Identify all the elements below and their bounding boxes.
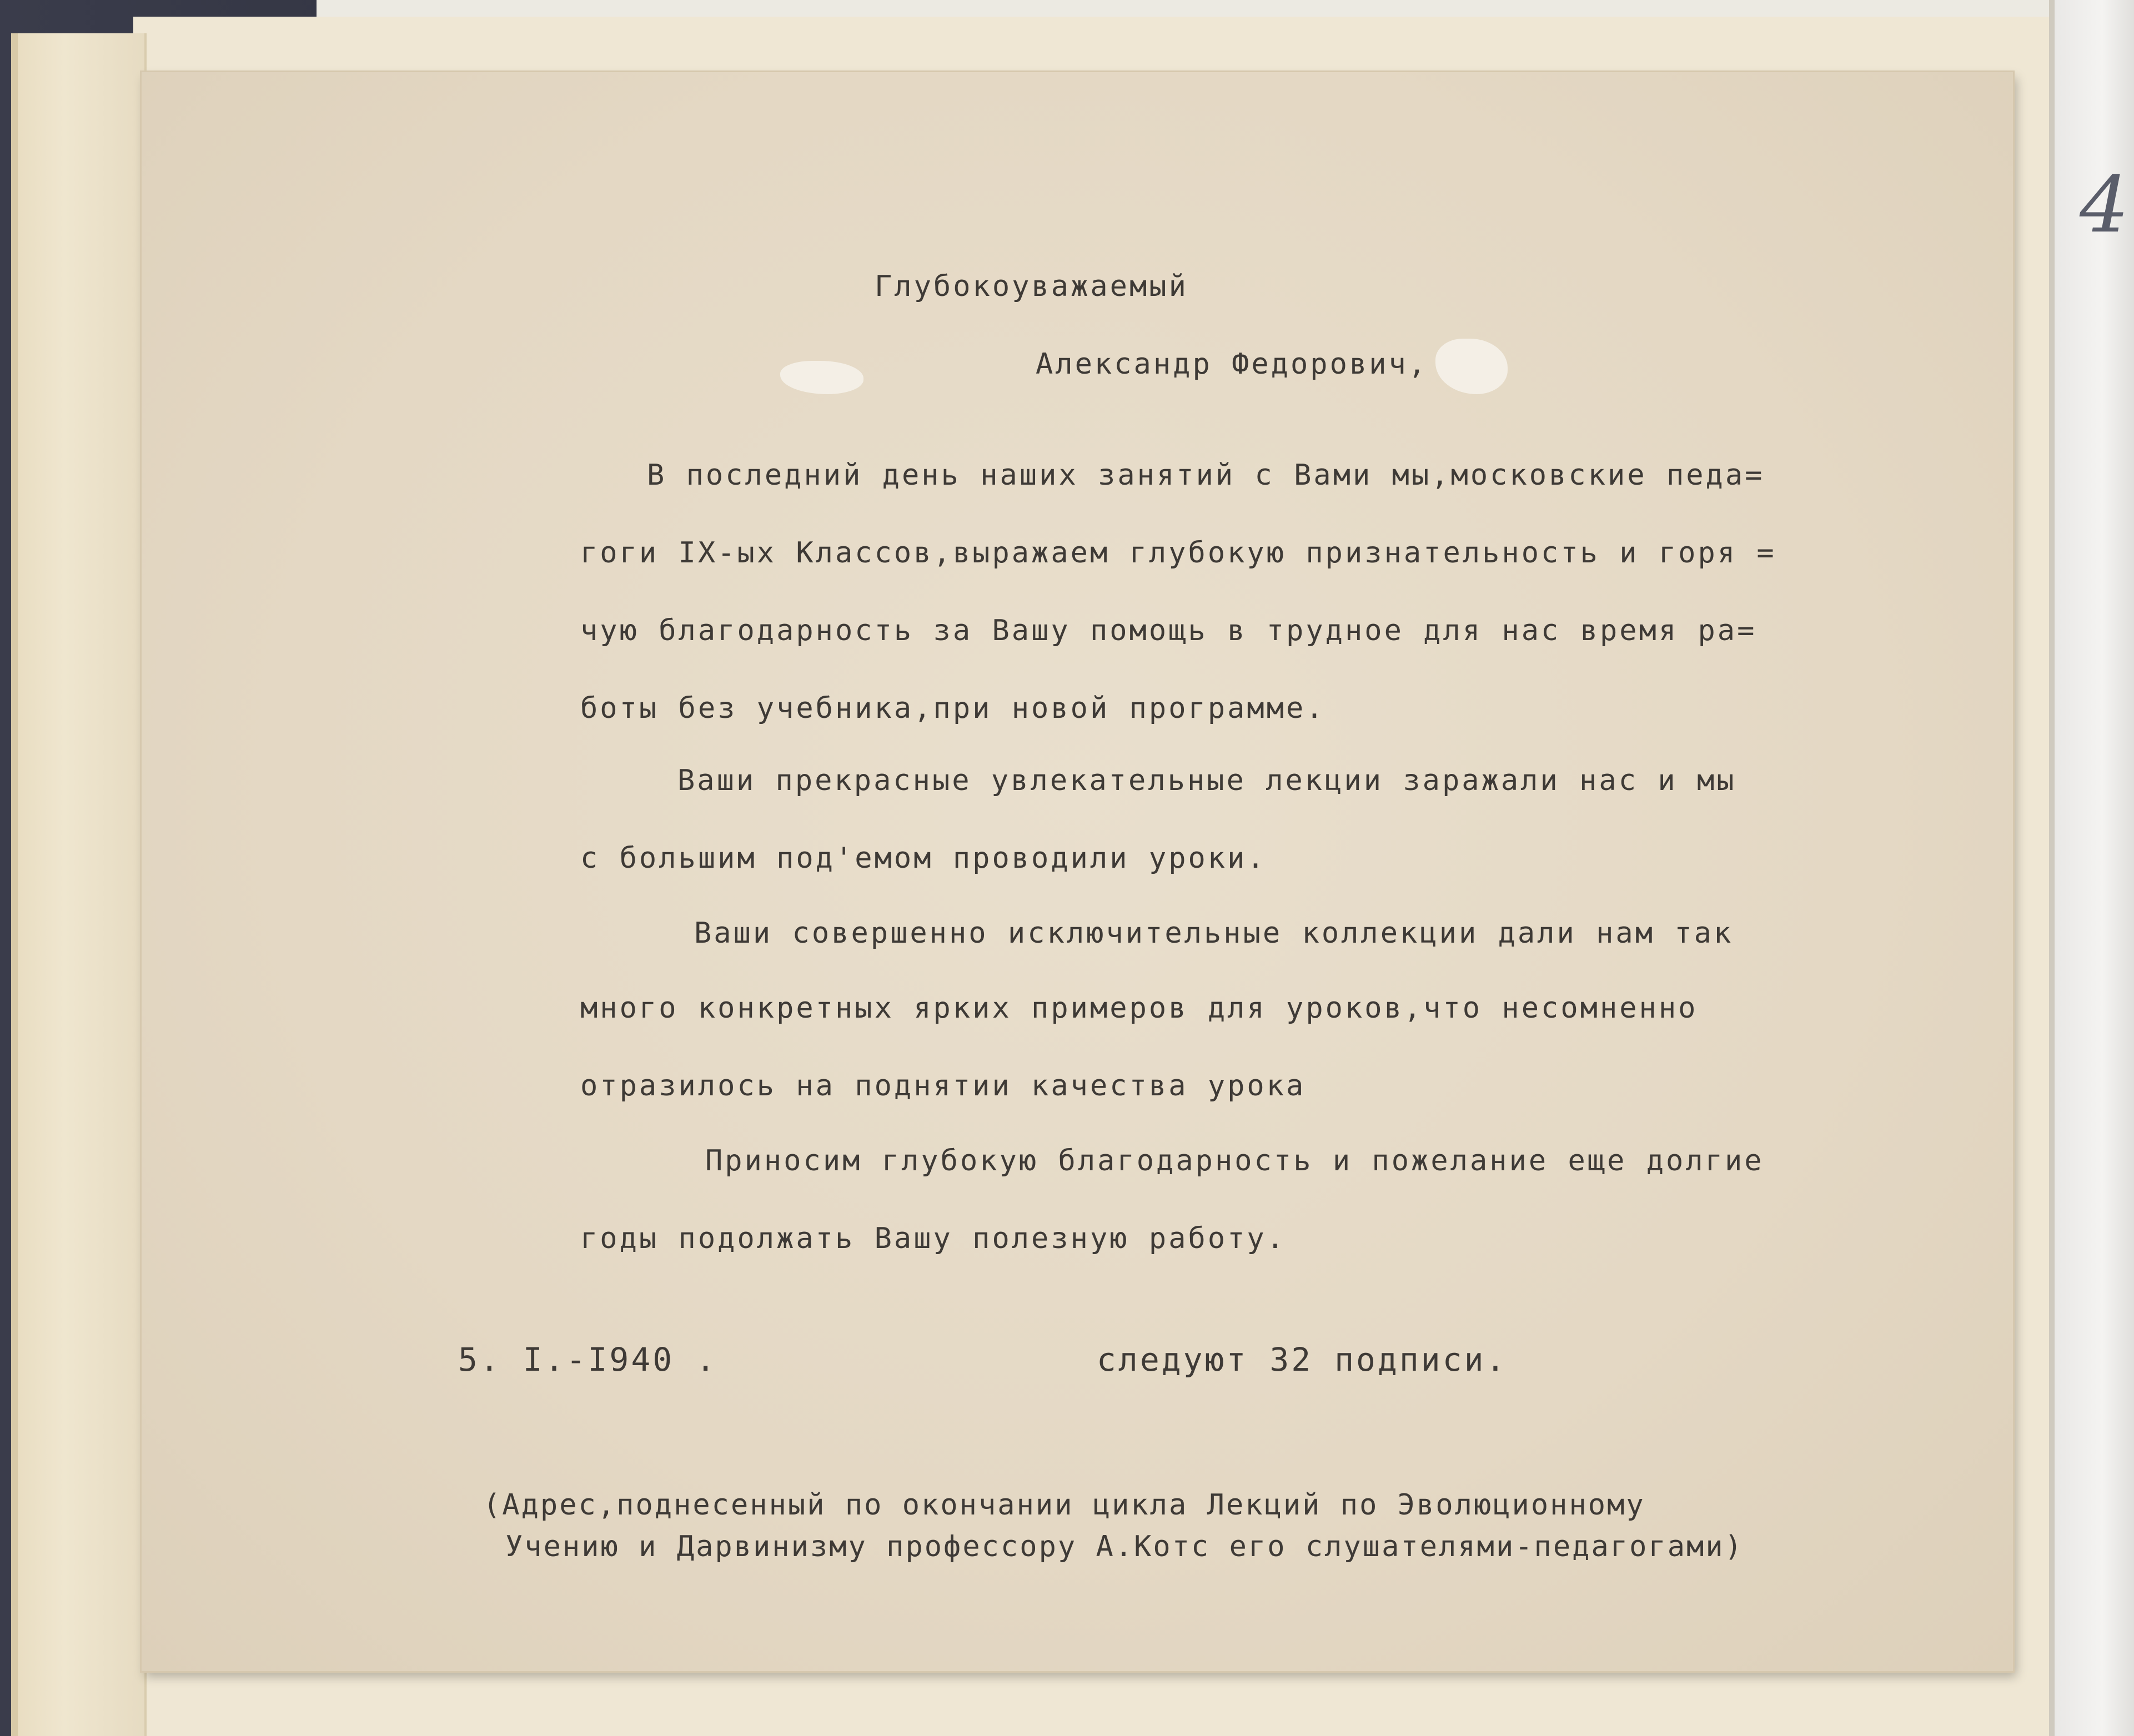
body-line: с большим под'емом проводили уроки. <box>580 842 1267 875</box>
body-line: много конкретных ярких примеров для уроков,что несомненно <box>580 992 1698 1025</box>
paper-tear <box>1435 339 1508 394</box>
body-line: чую благодарность за Вашу помощь в трудное для нас время ра= <box>580 614 1757 647</box>
document-card <box>142 72 2130 1671</box>
body-line: Ваши совершенно исключительные коллекции дали нам так <box>694 917 1734 950</box>
footnote-line-1: (Адрес,поднесенный по окончании цикла Лекций по Эволюционному <box>483 1488 1645 1522</box>
body-line: гоги IX-ых Классов,выражаем глубокую признательность и горя = <box>580 536 1776 570</box>
handwritten-page-number: 4 <box>2080 160 2130 250</box>
footnote-line-2: Учению и Дарвинизму профессору А.Котс его слушателями-педагогами) <box>505 1530 1744 1563</box>
body-line: В последний день наших занятий с Вами мы,московские педа= <box>647 459 1765 492</box>
body-line: боты без учебника,при новой программе. <box>580 692 1325 725</box>
right-page-strip <box>2055 0 2134 1736</box>
body-line: отразилось на поднятии качества урока <box>580 1069 1306 1103</box>
paper-tear <box>780 361 863 394</box>
folded-left-edge <box>11 33 18 1736</box>
body-line: Ваши прекрасные увлекательные лекции заражали нас и мы <box>677 764 1736 797</box>
folded-left-strip <box>11 33 147 1736</box>
document-date: 5. I.-I940 . <box>458 1341 718 1378</box>
salutation-line-1: Глубокоуважаемый <box>875 270 1188 303</box>
body-line: годы подолжать Вашу полезную работу. <box>580 1222 1287 1255</box>
salutation-line-2: Александр Федорович, <box>1036 348 1428 381</box>
signatures-note: следуют 32 подписи. <box>1097 1341 1508 1378</box>
body-line: Приносим глубокую благодарность и пожелание еще долгие <box>705 1144 1764 1178</box>
